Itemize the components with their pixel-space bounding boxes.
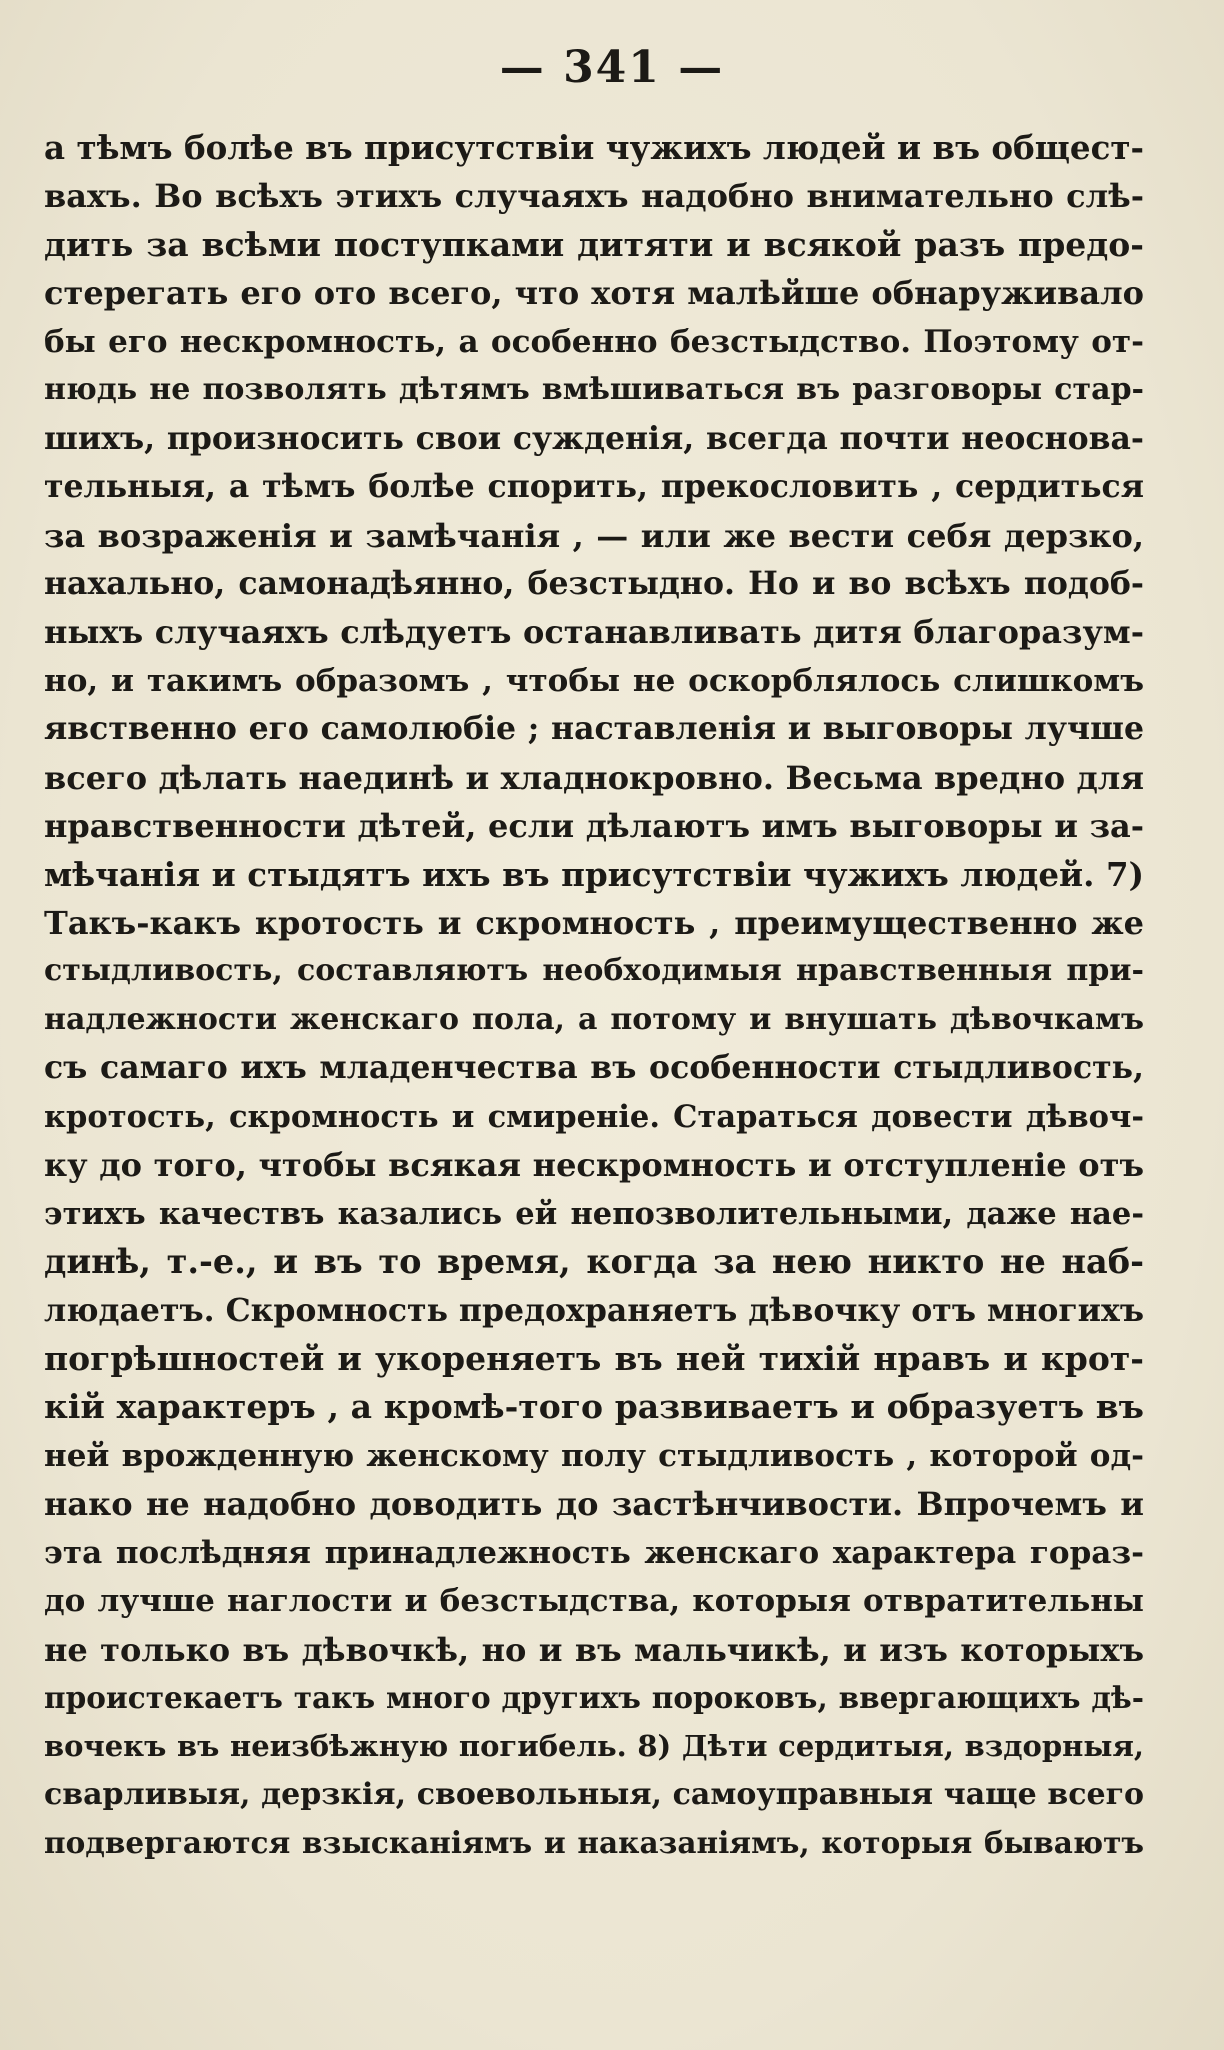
text-line: динѣ, т.-е., и въ то время, когда за нею никто не наб-	[44, 1242, 1144, 1282]
text-line: нако не надобно доводить до застѣнчивости. Впрочемъ и	[44, 1485, 1144, 1524]
text-line: но, и такимъ образомъ , чтобы не оскорблялось слишкомъ	[44, 662, 1144, 699]
text-line: надлежности женскаго пола, а потому и внушать дѣвочкамъ	[44, 1001, 1144, 1037]
text-line: бы его нескромность, а особенно безстыдство. Поэтому от-	[44, 323, 1144, 360]
text-line: а тѣмъ болѣе въ присутствіи чужихъ людей и въ общест-	[44, 128, 1144, 167]
text-line: проистекаетъ такъ много другихъ пороковъ, ввергающихъ дѣ-	[44, 1680, 1144, 1715]
text-line: вочекъ въ неизбѣжную погибель. 8) Дѣти сердитыя, вздорныя,	[44, 1729, 1144, 1764]
text-line: ныхъ случаяхъ слѣдуетъ останавливать дитя благоразум-	[44, 613, 1144, 652]
text-line: стерегать его ото всего, что хотя малѣйше обнаруживало	[44, 274, 1144, 313]
text-line: тельныя, а тѣмъ болѣе спорить, прекословить , сердиться	[44, 468, 1144, 506]
text-line: ку до того, чтобы всякая нескромность и отступленіе отъ	[44, 1146, 1144, 1185]
text-line: этихъ качествъ казались ей непозволительными, даже нае-	[44, 1195, 1144, 1232]
text-line: за возраженія и замѣчанія , — или же вести себя дерзко,	[44, 516, 1144, 555]
text-line: людаетъ. Скромность предохраняетъ дѣвочку отъ многихъ	[44, 1291, 1144, 1329]
text-line: вахъ. Во всѣхъ этихъ случаяхъ надобно внимательно слѣ-	[44, 177, 1144, 216]
text-line: не только въ дѣвочкѣ, но и въ мальчикѣ, и изъ которыхъ	[44, 1630, 1144, 1669]
text-line: нюдь не позволять дѣтямъ вмѣшиваться въ разговоры стар-	[44, 372, 1144, 408]
page-number: — 341 —	[499, 42, 725, 93]
body-text	[44, 124, 1144, 1868]
text-line: кротость, скромность и смиреніе. Стараться довести дѣвоч-	[44, 1098, 1144, 1135]
text-line: всего дѣлать наединѣ и хладнокровно. Весьма вредно для	[44, 758, 1144, 797]
text-line: ней врожденную женскому полу стыдливость , которой од-	[44, 1437, 1144, 1474]
text-line: явственно его самолюбіе ; наставленія и выговоры лучше	[44, 710, 1144, 748]
text-line: подвергаются взысканіямъ и наказаніямъ, которыя бываютъ	[44, 1825, 1144, 1861]
text-line: погрѣшностей и укореняетъ въ ней тихій нравъ и крот-	[44, 1338, 1144, 1378]
text-line: кій характеръ , а кромѣ-того развиваетъ и образуетъ въ	[44, 1387, 1144, 1427]
text-line: Такъ-какъ кротость и скромность , преимущественно же	[44, 904, 1144, 942]
text-line: дить за всѣми поступками дитяти и всякой разъ предо-	[44, 224, 1144, 264]
text-line: съ самаго ихъ младенчества въ особенности стыдливость,	[44, 1049, 1144, 1087]
text-line: шихъ, произносить свои сужденія, всегда почти неоснова-	[44, 419, 1144, 457]
text-line: нравственности дѣтей, если дѣлаютъ имъ выговоры и за-	[44, 807, 1144, 846]
text-line: нахально, самонадѣянно, безстыдно. Но и во всѣхъ подоб-	[44, 564, 1144, 602]
text-line: мѣчанія и стыдятъ ихъ въ присутствіи чужихъ людей. 7)	[44, 854, 1144, 894]
text-line: стыдливость, составляютъ необходимыя нравственныя при-	[44, 953, 1144, 989]
text-line: эта послѣдняя принадлежность женскаго характера гораз-	[44, 1534, 1144, 1571]
text-line: сварливыя, дерзкія, своевольныя, самоуправныя чаще всего	[44, 1776, 1144, 1812]
text-line: до лучше наглости и безстыдства, которыя отвратительны	[44, 1583, 1144, 1620]
